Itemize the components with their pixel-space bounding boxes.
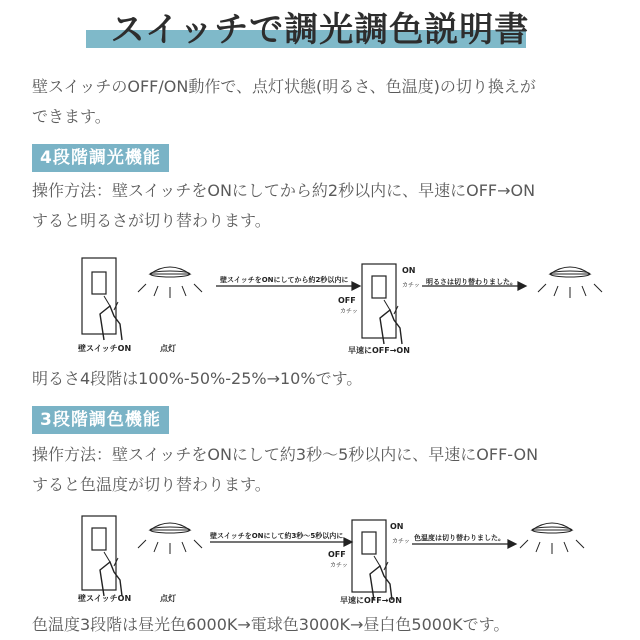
- title-banner: [0, 6, 640, 56]
- arrow2-caption: 明るさは切り替わりました。: [426, 278, 517, 286]
- ceiling-light-icon-2: [520, 523, 584, 554]
- section1-method: [32, 176, 617, 236]
- section-heading-dimming: 4段階調光機能: [32, 144, 169, 172]
- section2-result: 色温度3段階は昼光色6000K→電球色3000K→昼白色5000Kです。: [32, 615, 510, 634]
- wall-switch-icon-2: [362, 264, 402, 344]
- intro-line-1: 壁スイッチのOFF/ON動作で、点灯状態(明るさ、色温度)の切り換えが: [32, 77, 536, 96]
- label-click-off: カチッ: [330, 562, 348, 569]
- wall-switch-icon-2: [352, 520, 392, 600]
- label-quick-off-on: 早速にOFF→ON: [340, 596, 402, 605]
- label-lit: 点灯: [160, 344, 176, 353]
- label-switch-on: 壁スイッチON: [78, 344, 132, 353]
- wall-switch-icon: [82, 258, 122, 340]
- section1-method-line-1: 操作方法：壁スイッチをONにしてから約2秒以内に、早速にOFF→ON: [32, 181, 536, 200]
- arrow1-caption: 壁スイッチをONにして約3秒～5秒以内に: [210, 532, 344, 540]
- section2-method-line-1: 操作方法：壁スイッチをONにして約3秒～5秒以内に、早速にOFF-ON: [32, 445, 539, 464]
- intro-text: [32, 72, 617, 132]
- intro-line-2: できます。: [32, 107, 111, 126]
- label-off: OFF: [328, 550, 346, 559]
- label-on: ON: [390, 522, 404, 531]
- section2-method: [32, 440, 617, 500]
- arrow1-caption: 壁スイッチをONにしてから約2秒以内に: [220, 276, 349, 284]
- label-quick-off-on: 早速にOFF→ON: [348, 346, 410, 355]
- label-on: ON: [402, 266, 416, 275]
- label-switch-on: 壁スイッチON: [78, 594, 132, 603]
- ceiling-light-icon: [138, 523, 202, 554]
- arrow2-caption: 色温度は切り替わりました。: [414, 534, 505, 542]
- section1-result: 明るさ4段階は100%-50%-25%→10%です。: [32, 369, 363, 388]
- ceiling-light-icon: [138, 267, 202, 298]
- label-lit: 点灯: [160, 594, 176, 603]
- label-click-on: カチッ: [402, 282, 420, 289]
- section2-method-line-2: すると色温度が切り替わります。: [32, 475, 271, 494]
- section2-diagram: [70, 508, 610, 618]
- ceiling-light-icon-2: [538, 267, 602, 298]
- label-click-on: カチッ: [392, 538, 410, 545]
- label-off: OFF: [338, 296, 356, 305]
- section-heading-color: 3段階調色機能: [32, 406, 169, 434]
- wall-switch-icon: [82, 516, 122, 596]
- page-title: スイッチで調光調色説明書: [110, 10, 530, 50]
- section1-method-line-2: すると明るさが切り替わります。: [32, 211, 271, 230]
- label-click-off: カチッ: [340, 308, 358, 315]
- section1-diagram: [70, 250, 610, 360]
